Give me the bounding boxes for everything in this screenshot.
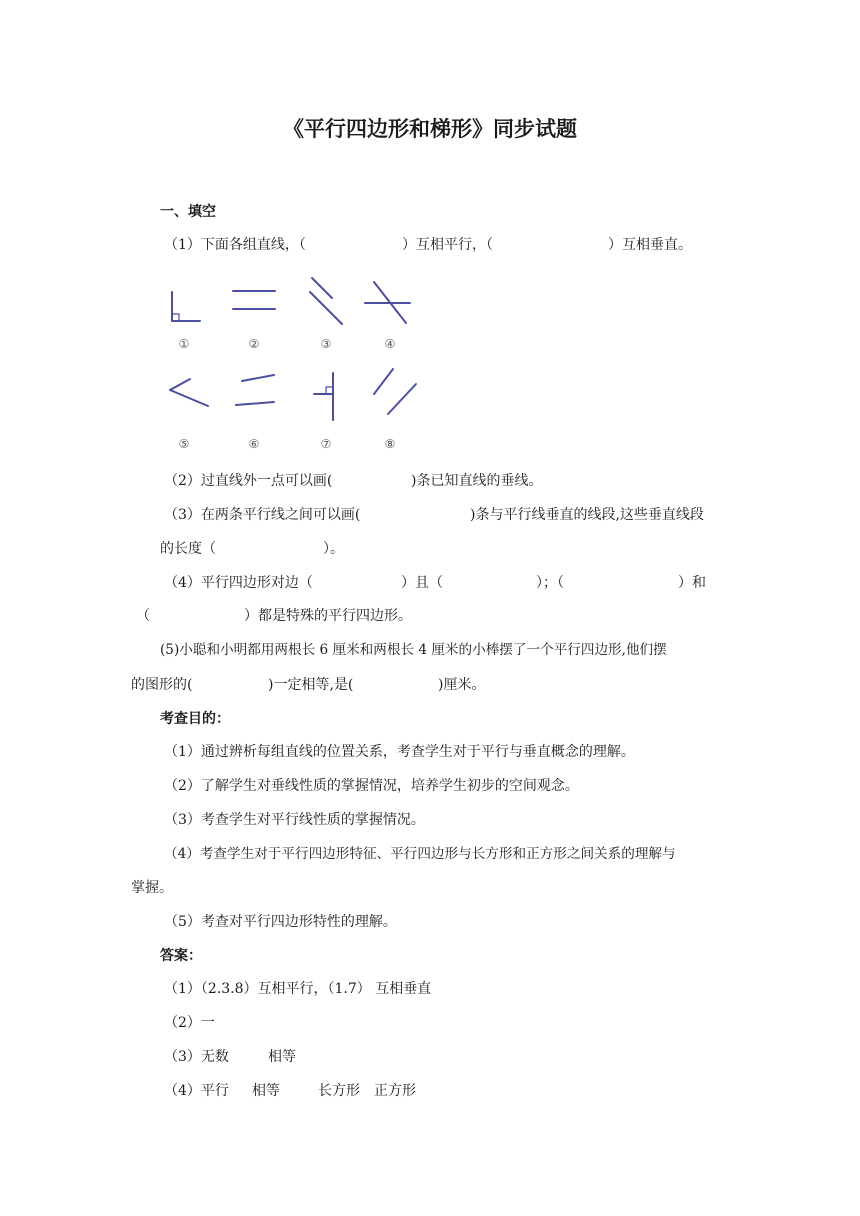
answer-3-b: 相等: [268, 1049, 296, 1065]
answer-4-b: 相等: [252, 1083, 280, 1099]
q3-text-a: （3）在两条平行线之间可以画(: [164, 507, 361, 523]
purpose-item-1: （1）通过辨析每组直线的位置关系，考查学生对于平行与垂直概念的理解。: [164, 744, 635, 760]
answer-1: （1）（2.3.8）互相平行，（1.7） 互相垂直: [164, 981, 432, 997]
line-group-4: [365, 282, 410, 323]
q5-line1: (5)小聪和小明都用两根长 6 厘米和两根长 4 厘米的小棒摆了一个平行四边形,他们摆: [160, 642, 667, 658]
q4-text-c: ）；（: [536, 575, 564, 591]
figure-label-1: ①: [178, 337, 190, 351]
q5-text-a: 的图形的(: [131, 677, 193, 693]
line-group-2: [233, 291, 275, 309]
line-group-1: [172, 292, 200, 321]
figure-label-2: ②: [248, 337, 260, 351]
purpose-item-5: （5）考查对平行四边形特性的理解。: [164, 914, 397, 930]
purpose-item-4: （4）考查学生对于平行四边形特征、平行四边形与长方形和正方形之间关系的理解与: [164, 846, 676, 862]
q3-text-b: )条与平行线垂直的线段,这些垂直线段: [470, 507, 704, 523]
q1-text-c: ）互相垂直。: [608, 237, 692, 253]
q2-text-a: （2）过直线外一点可以画(: [164, 473, 333, 489]
section-heading-fill-blank: 一、填空: [160, 204, 216, 220]
q4-text-b: ）且（: [401, 575, 443, 591]
figure-label-7: ⑦: [320, 437, 332, 451]
q4-text-f: ）都是特殊的平行四边形。: [244, 608, 412, 624]
answer-2: （2）一: [164, 1015, 215, 1031]
purpose-heading: 考查目的：: [160, 711, 230, 727]
figure-label-6: ⑥: [248, 437, 260, 451]
q2-text-b: )条已知直线的垂线。: [411, 473, 543, 489]
q1-text-b: ）互相平行，（: [402, 237, 493, 253]
purpose-item-4-cont: 掌握。: [131, 880, 173, 896]
line-group-6: [236, 375, 274, 405]
line-group-8: [374, 369, 416, 414]
line-group-3: [310, 278, 342, 324]
page-title: 《平行四边形和梯形》同步试题: [283, 117, 577, 141]
purpose-item-3: （3）考查学生对平行线性质的掌握情况。: [164, 812, 425, 828]
line-groups-figure: [160, 270, 430, 460]
q4-text-d: ）和: [678, 575, 706, 591]
answer-4-d: 正方形: [374, 1083, 416, 1099]
answer-4-c: 长方形: [318, 1083, 360, 1099]
q4-text-e: （: [136, 608, 150, 624]
figure-label-3: ③: [320, 337, 332, 351]
answer-4-a: （4）平行: [164, 1083, 229, 1099]
figure-label-5: ⑤: [178, 437, 190, 451]
line-group-7: [314, 373, 333, 420]
q1-text-a: （1）下面各组直线，（: [164, 237, 306, 253]
line-group-5: [170, 379, 208, 406]
answers-heading: 答案：: [160, 948, 202, 964]
figure-label-8: ⑧: [384, 437, 396, 451]
purpose-item-2: （2）了解学生对垂线性质的掌握情况，培养学生初步的空间观念。: [164, 778, 579, 794]
answer-3-a: （3）无数: [164, 1049, 229, 1065]
figure-label-4: ④: [384, 337, 396, 351]
q5-text-b: )一定相等,是(: [268, 677, 354, 693]
q4-text-a: （4）平行四边形对边（: [164, 575, 313, 591]
q3-text-d: ）。: [323, 541, 344, 557]
q5-text-c: )厘米。: [438, 677, 486, 693]
q3-text-c: 的长度（: [160, 541, 216, 557]
